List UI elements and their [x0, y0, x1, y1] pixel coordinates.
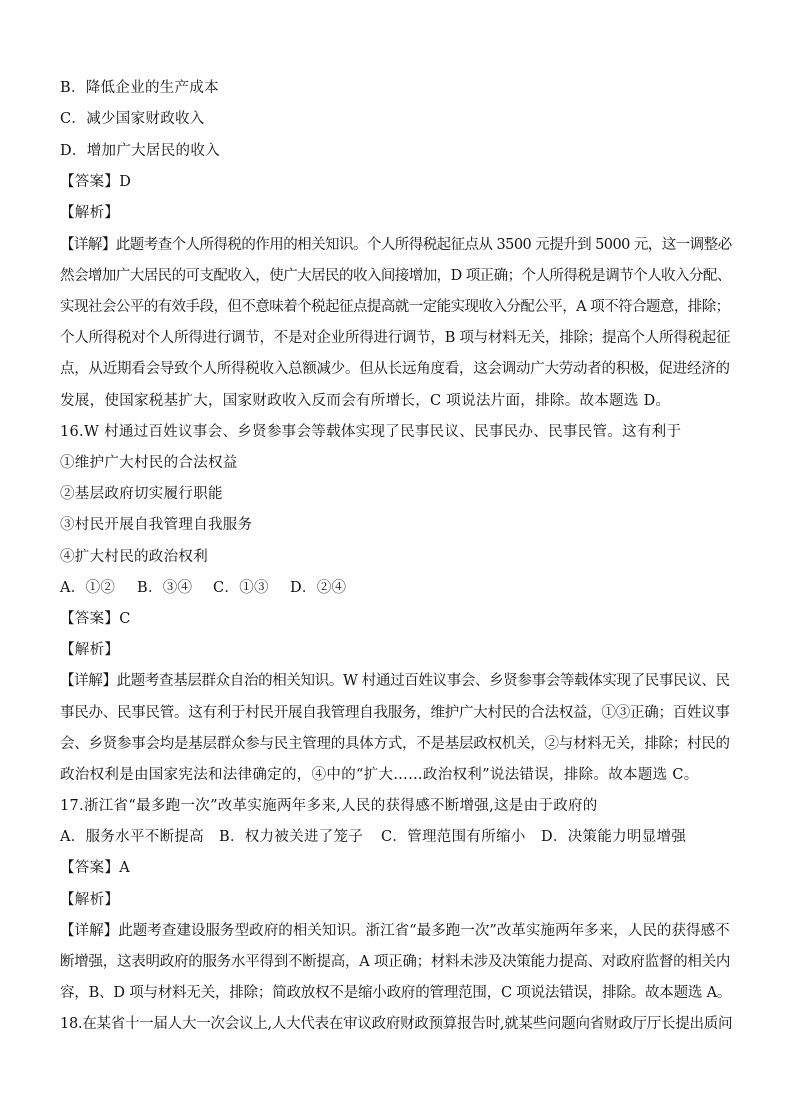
q16-item: ①维护广大村民的合法权益 — [60, 455, 238, 471]
q15-detail-line: 实现社会公平的有效手段，但不意味着个税起征点提高就一定能实现收入分配公平，A 项不符合题意，排除； — [60, 299, 730, 315]
q16-option-c: C．①③ — [213, 580, 269, 596]
q17-detail-line: 容，B、D 项与材料无关，排除；简政放权不是缩小政府的管理范围，C 项说法错误，排除。故本题选 A。 — [60, 985, 732, 1001]
q15-detail-line: 然会增加广大居民的可支配收入，使广大居民的收入间接增加，D 项正确；个人所得税是调节个人收入分配、 — [60, 268, 731, 284]
q17-stem: 17.浙江省“最多跑一次”改革实施两年多来,人民的获得感不断增强,这是由于政府的 — [60, 798, 598, 814]
q16-answer: 【答案】C — [60, 611, 131, 627]
q15-detail-line: 【详解】此题考查个人所得税的作用的相关知识。个人所得税起征点从 3500 元提升到 5000 元，这一调整必 — [60, 237, 732, 253]
q16-detail-line: 政治权利是由国家宪法和法律确定的，④中的“扩大……政治权利”说法错误，排除。故本题选 C。 — [60, 767, 699, 783]
q17-answer: 【答案】A — [60, 860, 130, 876]
q17-option-d: D．决策能力明显增强 — [541, 829, 687, 845]
q15-detail-line: 点，从近期看会导致个人所得税收入总额减少。但从长远角度看，这会调动广大劳动者的积极，促进经济的 — [60, 361, 730, 377]
q16-options — [60, 578, 730, 598]
q16-analysis-label: 【解析】 — [60, 642, 120, 658]
q17-option-c: C．管理范围有所缩小 — [381, 829, 526, 845]
q15-analysis-label: 【解析】 — [60, 205, 120, 221]
q16-option-d: D．②④ — [290, 580, 347, 596]
q15-answer: 【答案】D — [60, 174, 132, 190]
q17-option-b: B．权力被关进了笼子 — [219, 829, 364, 845]
q16-detail-line: 会、乡贤参事会均是基层群众参与民主管理的具体方式，不是基层政权机关，②与材料无关，排除；村民的 — [60, 736, 730, 752]
q15-detail-line: 个人所得税对个人所得进行调节，不是对企业所得进行调节，B 项与材料无关，排除；提高个人所得税起征 — [60, 330, 731, 346]
q17-options — [60, 827, 730, 847]
q16-detail-line: 事民办、民事民管。这有利于村民开展自我管理自我服务，维护广大村民的合法权益，①③正确；百姓议事 — [60, 705, 730, 721]
q16-option-b: B．③④ — [137, 580, 193, 596]
q17-analysis-label: 【解析】 — [60, 892, 120, 908]
q15-option-c: C．减少国家财政收入 — [60, 111, 205, 127]
q16-stem: 16.W 村通过百姓议事会、乡贤参事会等载体实现了民事民议、民事民办、民事民管。这有利于 — [60, 424, 682, 440]
q15-option-b: B．降低企业的生产成本 — [60, 80, 219, 96]
q17-detail-line: 【详解】此题考查建设服务型政府的相关知识。浙江省“最多跑一次”改革实施两年多来，人民的获得感不 — [60, 923, 730, 939]
q17-option-a: A．服务水平不断提高 — [60, 829, 204, 845]
q16-item: ②基层政府切实履行职能 — [60, 486, 223, 502]
q15-option-d: D．增加广大居民的收入 — [60, 143, 220, 159]
q16-detail-line: 【详解】此题考查基层群众自治的相关知识。W 村通过百姓议事会、乡贤参事会等载体实现了民事民议、民 — [60, 673, 730, 689]
q17-detail-line: 断增强，这表明政府的服务水平得到不断提高，A 项正确；材料未涉及决策能力提高、对政府监督的相关内 — [60, 954, 731, 970]
q16-item: ③村民开展自我管理自我服务 — [60, 517, 253, 533]
q16-item: ④扩大村民的政治权利 — [60, 549, 208, 565]
q15-detail-line: 发展，使国家税基扩大，国家财政收入反而会有所增长，C 项说法片面，排除。故本题选 D。 — [60, 393, 671, 409]
q18-stem: 18.在某省十一届人大一次会议上,人大代表在审议政府财政预算报告时,就某些问题向省财政厅厅长提出质问 — [60, 1016, 733, 1032]
q16-option-a: A．①② — [60, 580, 116, 596]
